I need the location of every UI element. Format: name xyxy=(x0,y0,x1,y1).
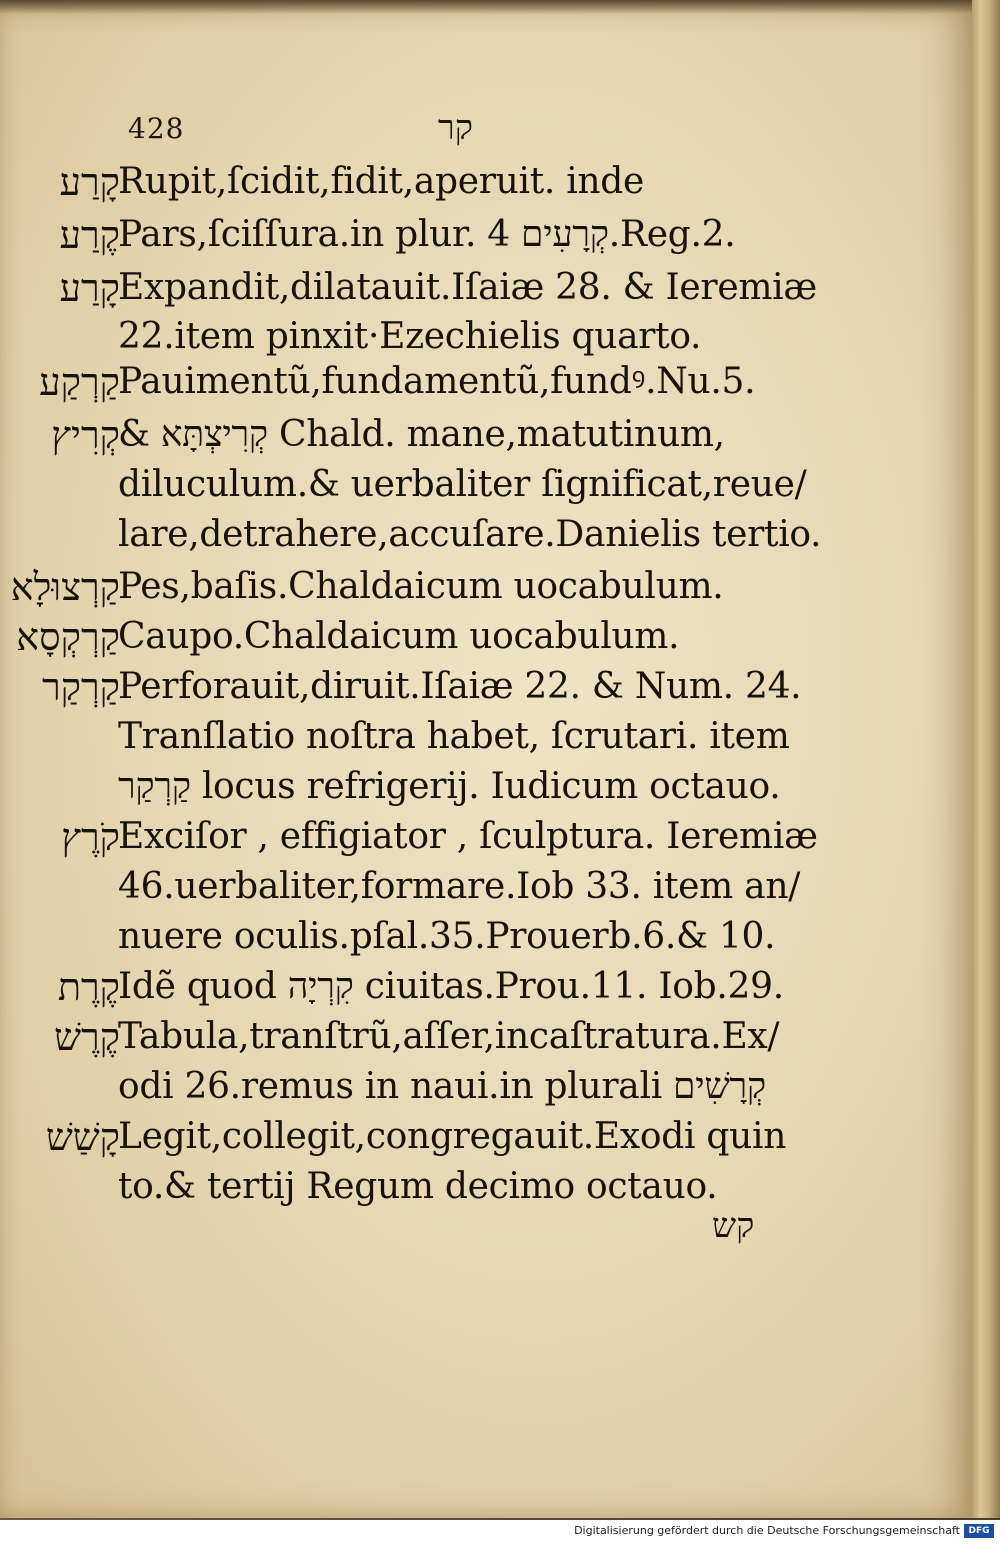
entry-text: & קְרִיצְתָּא Chald. mane,matutinum, xyxy=(118,414,725,455)
entry-row xyxy=(0,760,972,814)
entry-row xyxy=(0,261,972,315)
entry-text: Tranſlatio noſtra habet, ſcrutari. item xyxy=(118,716,790,757)
entry-headword: קַרְצוּלָא xyxy=(10,565,120,609)
entry-text: Idẽ quod קִרְיָה ciuitas.Prou.11. Iob.29. xyxy=(118,966,784,1007)
entry-text: nuere oculis.pſal.35.Prouerb.6.& 10. xyxy=(118,916,776,957)
entry-text: Caupo.Chaldaicum uocabulum. xyxy=(118,616,680,657)
entry-row xyxy=(0,610,972,664)
entry-row xyxy=(0,810,972,864)
entry-text: קַרְקַר locus refrigerij. Iudicum octauo. xyxy=(118,766,781,807)
entry-text: Expandit,dilatauit.Iſaiæ 28. & Ieremiæ xyxy=(118,267,817,308)
entry-headword: קַרְקַע xyxy=(39,360,120,404)
page-edge xyxy=(972,0,1000,1518)
entry-headword: קְרִיץ xyxy=(51,413,120,457)
entry-row xyxy=(0,960,972,1014)
entry-text: Pars,ſciſſura.in plur. קְרָעִים 4.Reg.2. xyxy=(118,214,736,255)
entry-text: odi 26.remus in naui.in plurali קְרָשִׁים xyxy=(118,1066,766,1107)
entry-row xyxy=(0,710,972,764)
entry-headword: קָשַׁשׁ xyxy=(45,1115,120,1159)
entry-row xyxy=(0,408,972,462)
entry-text: Legit,collegit,congregauit.Exodi quin xyxy=(118,1116,787,1157)
footer-bar xyxy=(0,1520,1000,1545)
top-shadow xyxy=(0,0,972,14)
entry-text: Rupit,ſcidit,fidit,aperuit. inde xyxy=(118,161,645,202)
entry-row xyxy=(0,1160,972,1214)
catchword: קש xyxy=(712,1206,755,1246)
page-number: 428 xyxy=(128,112,185,145)
entry-row xyxy=(0,1060,972,1114)
entry-headword: קַרְקַר xyxy=(41,665,120,709)
entry-text: lare,detrahere,accuſare.Danielis tertio. xyxy=(118,514,822,555)
entry-headword: קֶרֶת xyxy=(57,965,120,1009)
entry-row xyxy=(0,1010,972,1064)
dfg-logo: DFG xyxy=(964,1524,994,1538)
entry-headword: קַרְקְסָא xyxy=(16,615,120,659)
entry-row xyxy=(0,208,972,262)
entry-text: Tabula,tranſtrũ,aſſer,incaſtratura.Ex/ xyxy=(118,1016,780,1057)
entry-row xyxy=(0,508,972,562)
entry-row xyxy=(0,155,972,209)
entry-headword: קָרַע xyxy=(59,160,120,204)
entry-text: to.& tertij Regum decimo octauo. xyxy=(118,1166,718,1207)
entry-text: Pes,baſis.Chaldaicum uocabulum. xyxy=(118,566,724,607)
entry-row xyxy=(0,355,972,409)
entry-headword: קֶרַע xyxy=(59,213,120,257)
entry-text: Pauimentũ,fundamentũ,fundꝰ.Nu.5. xyxy=(118,361,756,402)
entry-row xyxy=(0,910,972,964)
entry-headword: קֶרֶשׁ xyxy=(54,1015,120,1059)
entry-text: 46.uerbaliter,formare.Iob 33. item an/ xyxy=(118,866,801,907)
entry-text: 22.item pinxit·Ezechielis quarto. xyxy=(118,316,702,357)
entry-row xyxy=(0,860,972,914)
entry-headword: קֹרֶץ xyxy=(61,815,120,859)
entry-row xyxy=(0,560,972,614)
entry-row xyxy=(0,458,972,512)
entry-text: Perforauit,diruit.Iſaiæ 22. & Num. 24. xyxy=(118,666,802,707)
entry-row xyxy=(0,1110,972,1164)
funding-credit: Digitalisierung gefördert durch die Deutsche Forschungsgemeinschaft xyxy=(574,1524,960,1537)
entry-text: diluculum.& uerbaliter ſignificat,reue/ xyxy=(118,464,807,505)
running-head: קר xyxy=(438,108,473,148)
entry-text: Exciſor , effigiator , ſculptura. Ieremiæ xyxy=(118,816,818,857)
entry-headword: קָרַע xyxy=(59,266,120,310)
entry-row xyxy=(0,660,972,714)
